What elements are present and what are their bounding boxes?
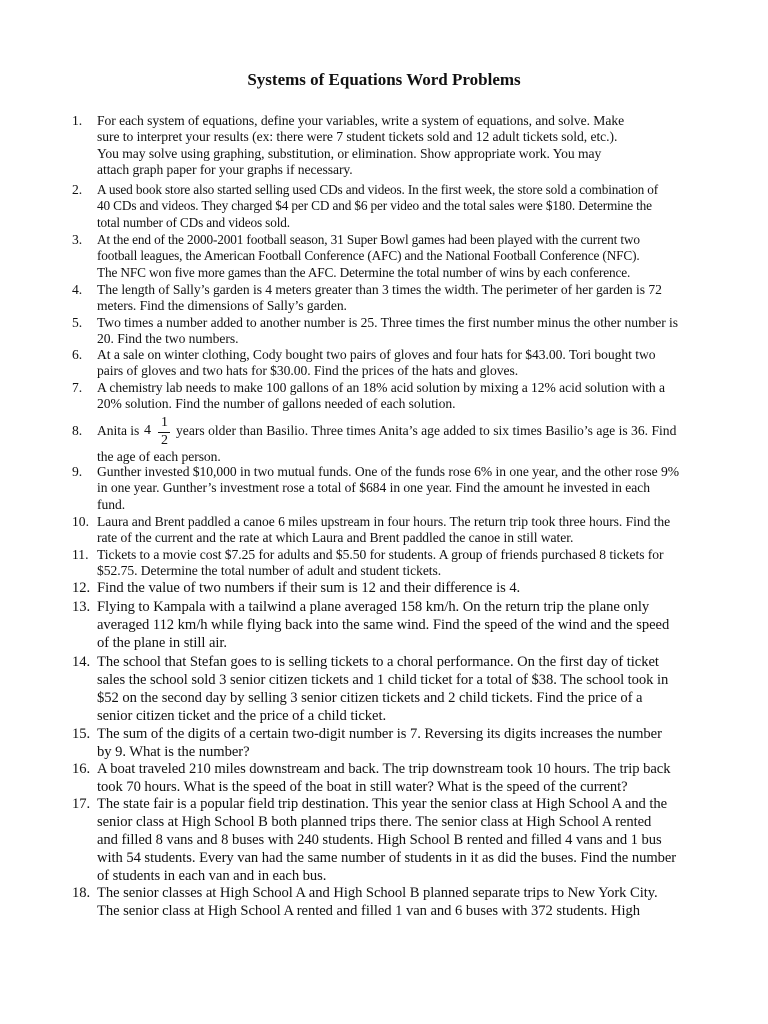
problem-text-line: Gunther invested $10,000 in two mutual funds. One of the funds rose 6% in one year, and the other rose 9% [97,464,680,479]
problem-number: 12. [72,580,91,596]
problem-text-line: total number of CDs and videos sold. [97,214,290,230]
problem-text-line: At a sale on winter clothing, Cody bought two pairs of gloves and four hats for $43.00. Tori bought two [97,347,656,362]
problem-number: 9. [72,464,83,479]
problem-text-line: A boat traveled 210 miles downstream and back. The trip downstream took 10 hours. The trip back [97,761,671,777]
problem-text-line: football leagues, the American Football Conference (AFC) and the National Football Conference (NFC). [97,248,640,264]
problem-number: 14. [72,654,91,670]
fraction-numerator: 1 [161,415,168,430]
problem-text-line: years older than Basilio. Three times Anita’s age added to six times Basilio’s age is 36. Find [176,423,677,438]
problem-text-line: of the plane in still air. [97,635,228,651]
problem-text-line: the age of each person. [97,448,221,464]
problem-text-line: At the end of the 2000-2001 football season, 31 Super Bowl games had been played with the current two [97,232,640,247]
problem-text-line: $52.75. Determine the total number of adult and student tickets. [97,563,442,579]
problem-text-line: 20% solution. Find the number of gallons needed of each solution. [97,396,456,412]
mixed-number [138,415,176,449]
problem-text-line: Tickets to a movie cost $7.25 for adults and $5.50 for students. A group of friends purchased 8 tickets for [97,547,664,562]
problem-text-line: 40 CDs and videos. They charged $4 per CD and $6 per video and the total sales were $180. Determine the [97,198,652,214]
problem-number: 13. [72,599,91,615]
problem-number: 15. [72,726,91,742]
problem-text-line: The length of Sally’s garden is 4 meters greater than 3 times the width. The perimeter of her garden is 72 [97,282,662,297]
problem-text-line: attach graph paper for your graphs if necessary. [97,161,353,177]
problem-text-line: of students in each van and in each bus. [97,868,327,884]
problem-number: 16. [72,761,91,777]
problem-text-line: The senior classes at High School A and High School B planned separate trips to New York City. [97,885,658,901]
problem-number: 7. [72,380,83,395]
problem-text-line: took 70 hours. What is the speed of the boat in still water? What is the speed of the current? [97,779,628,795]
problem-number: 4. [72,282,83,297]
problem-text-line: Laura and Brent paddled a canoe 6 miles upstream in four hours. The return trip took three hours. Find the [97,514,671,529]
problem-text-line: senior class at High School B both planned trips there. The senior class at High School A rented [97,814,652,830]
problem-text-line: averaged 112 km/h while flying back into the same wind. Find the speed of the wind and the speed [97,617,670,633]
problem-text-line: fund. [97,496,126,512]
problem-number: 1. [72,113,83,128]
problem-text-line: Two times a number added to another number is 25. Three times the first number minus the other number is [97,315,679,330]
page-title: Systems of Equations Word Problems [247,70,521,89]
problem-text-line: sales the school sold 3 senior citizen tickets and 1 child ticket for a total of $38. The school took in [97,672,669,688]
problem-text-line: $52 on the second day by selling 3 senior citizen tickets and 2 child tickets. Find the price of a [97,690,643,706]
problem-number: 3. [72,232,83,247]
problem-text-line: A chemistry lab needs to make 100 gallons of an 18% acid solution by mixing a 12% acid solution with a [97,380,666,395]
problem-text-line: Find the value of two numbers if their sum is 12 and their difference is 4. [97,580,521,596]
problem-text-line: The school that Stefan goes to is selling tickets to a choral performance. On the first day of ticket [97,654,659,670]
problem-number: 5. [72,315,83,330]
problem-text-line: A used book store also started selling used CDs and videos. In the first week, the store sold a combination of [97,182,659,197]
problem-text-line: The NFC won five more games than the AFC. Determine the total number of wins by each conference. [97,264,631,280]
problem-text-line: Anita is [97,423,140,438]
problem-text-line: pairs of gloves and two hats for $30.00. Find the prices of the hats and gloves. [97,363,519,379]
problem-text-line: senior citizen ticket and the price of a child ticket. [97,708,387,724]
problem-text-line: meters. Find the dimensions of Sally’s garden. [97,298,347,314]
problem-number: 17. [72,796,91,812]
problem-text-line: rate of the current and the rate at which Laura and Brent paddled the canoe in still water. [97,530,574,546]
problem-number: 2. [72,182,83,197]
problem-text-line: The sum of the digits of a certain two-digit number is 7. Reversing its digits increases the number [97,726,662,742]
problem-text-line: You may solve using graphing, substitution, or elimination. Show appropriate work. You may [97,145,602,161]
problem-text-line: sure to interpret your results (ex: there were 7 student tickets sold and 12 adult tickets sold, etc.). [97,129,618,145]
problem-number: 8. [72,423,83,438]
problem-text-line: Flying to Kampala with a tailwind a plane averaged 158 km/h. On the return trip the plane only [97,599,650,615]
problem-text-line: 20. Find the two numbers. [97,331,239,347]
problem-text-line: with 54 students. Every van had the same number of students in it as did the buses. Find the number [97,850,677,866]
problem-text-line: For each system of equations, define your variables, write a system of equations, and solve. Make [97,113,625,128]
problem-text-line: by 9. What is the number? [97,744,250,760]
fraction-denominator: 2 [161,433,168,448]
problem-text-line: The state fair is a popular field trip destination. This year the senior class at High School A and the [97,796,668,812]
problem-text-line: The senior class at High School A rented and filled 1 van and 6 buses with 372 students. High [97,903,640,919]
problem-number: 11. [72,547,89,562]
problem-number: 10. [72,514,89,529]
problem-text-line: in one year. Gunther’s investment rose a total of $684 in one year. Find the amount he invested in each [97,480,650,496]
problem-text-line: and filled 8 vans and 8 buses with 240 students. High School B rented and filled 4 vans and 1 bus [97,832,662,848]
problem-number: 6. [72,347,83,362]
fraction-whole: 4 [144,423,151,438]
problem-number: 18. [72,885,91,901]
